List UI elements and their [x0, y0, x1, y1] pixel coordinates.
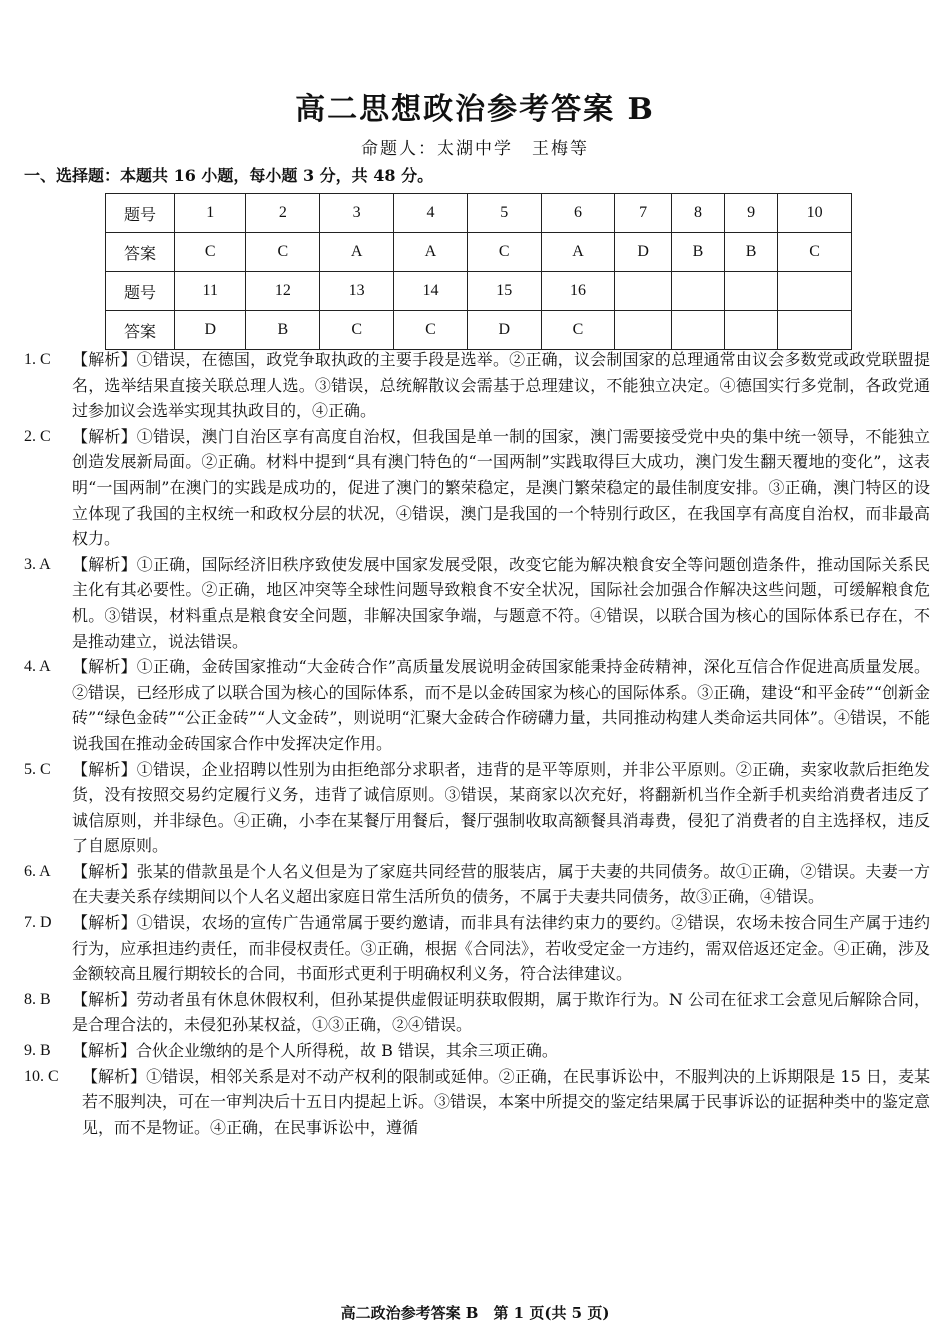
table-cell — [615, 311, 672, 350]
question-number: 2. C — [24, 427, 51, 445]
explanation-item — [24, 552, 930, 654]
row-label: 题号 — [106, 272, 175, 311]
question-number: 7. D — [24, 914, 52, 932]
row-label: 题号 — [106, 194, 175, 233]
table-cell: C — [778, 233, 852, 272]
table-cell: 4 — [394, 194, 468, 233]
explanation-item — [24, 347, 930, 424]
table-cell: A — [541, 233, 615, 272]
explanation-text: 【解析】合伙企业缴纳的是个人所得税，故 B 错误，其余三项正确。 — [72, 1041, 558, 1061]
explanation-text: 【解析】①错误，企业招聘以性别为由拒绝部分求职者，违背的是平等原则，并非公平原则。②正确，卖家收款后拒绝发货，没有按照交易约定履行义务，违背了诚信原则。③错误，某商家以次充好，将翻新机当作全新手机卖给消费者违反了诚信原则，并非绿色。④正确，小李在某餐厅用餐后，餐厅强制收取高额餐具消毒费，侵犯了消费者的自主选择权，违反了自愿原则。 — [72, 759, 930, 856]
table-cell: B — [725, 233, 778, 272]
explanation-text: 【解析】①错误，农场的宣传广告通常属于要约邀请，而非具有法律约束力的要约。②错误，农场未按合同生产属于违约行为，应承担违约责任，而非侵权责任。③正确，根据《合同法》，若收受定金一方违约，需双倍返还定金。④正确，涉及金额较高且履行期较长的合同，书面形式更利于明确权利义务，符合法律建议。 — [72, 913, 930, 984]
table-cell: B — [671, 233, 724, 272]
table-cell: C — [394, 311, 468, 350]
explanation-text: 【解析】张某的借款虽是个人名义但是为了家庭共同经营的服装店，属于夫妻的共同债务。故①正确，②错误。夫妻一方在夫妻关系存续期间以个人名义超出家庭日常生活所负的债务，不属于夫妻共同债务，故③正确，④错误。 — [72, 861, 930, 907]
question-number: 4. A — [24, 658, 51, 676]
question-number: 8. B — [24, 990, 51, 1008]
table-cell: C — [320, 311, 394, 350]
table-cell — [778, 272, 852, 311]
question-number: 3. A — [24, 555, 51, 573]
table-cell: 14 — [394, 272, 468, 311]
table-cell: C — [541, 311, 615, 350]
table-cell: 6 — [541, 194, 615, 233]
table-cell: 11 — [175, 272, 246, 311]
table-cell — [778, 311, 852, 350]
table-cell: 7 — [615, 194, 672, 233]
explanation-item — [24, 859, 930, 910]
explanation-item — [24, 654, 930, 756]
question-number: 6. A — [24, 862, 51, 880]
table-cell: 1 — [175, 194, 246, 233]
author-line: 命题人：太湖中学 王梅等 — [361, 139, 589, 159]
explanation-text: 【解析】①正确，国际经济旧秩序致使发展中国家发展受限，改变它能为解决粮食安全等问题创造条件，推动国际关系民主化有其必要性。②正确，地区冲突等全球性问题导致粮食不安全状况，国际社会加强合作解决这些问题，可缓解粮食危机。③错误，材料重点是粮食安全问题，非解决国家争端，与题意不符。④错误，以联合国为核心的国际体系已存在，不是推动建立，说法错误。 — [72, 554, 930, 651]
row-label: 答案 — [106, 233, 175, 272]
explanation-item — [24, 424, 930, 552]
table-cell — [725, 272, 778, 311]
table-row — [106, 311, 852, 350]
page-title: 高二思想政治参考答案 B — [295, 92, 655, 127]
table-cell: D — [175, 311, 246, 350]
question-number: 5. C — [24, 760, 51, 778]
table-row — [106, 233, 852, 272]
section-heading: 一、选择题：本题共 16 小题，每小题 3 分，共 48 分。 — [24, 166, 434, 185]
table-row — [106, 272, 852, 311]
question-number: 10. C — [24, 1067, 59, 1085]
page-footer: 高二政治参考答案 B 第 1 页(共 5 页) — [340, 1304, 610, 1322]
table-cell: 2 — [246, 194, 320, 233]
table-cell: B — [246, 311, 320, 350]
table-cell: 12 — [246, 272, 320, 311]
table-cell: A — [320, 233, 394, 272]
table-cell: 10 — [778, 194, 852, 233]
table-cell — [671, 311, 724, 350]
table-cell: 9 — [725, 194, 778, 233]
explanation-item — [24, 910, 930, 987]
table-cell: 15 — [467, 272, 541, 311]
table-cell: A — [394, 233, 468, 272]
table-cell: 3 — [320, 194, 394, 233]
answer-table — [105, 193, 852, 350]
table-cell: C — [175, 233, 246, 272]
table-cell: D — [615, 233, 672, 272]
explanation-text: 【解析】①错误，澳门自治区享有高度自治权，但我国是单一制的国家，澳门需要接受党中央的集中统一领导，不能独立创造发展新局面。②正确。材料中提到“具有澳门特色的“一国两制”实践取得巨大成功，澳门发生翻天覆地的变化”，这表明“一国两制”在澳门的实践是成功的，促进了澳门的繁荣稳定，是澳门繁荣稳定的最佳制度安排。③正确，澳门特区的设立体现了我国的主权统一和政权分层的状况，④错误，澳门是我国的一个特别行政区，在我国享有高度自治权，而非最高权力。 — [72, 426, 930, 549]
explanation-text: 【解析】①正确，金砖国家推动“大金砖合作”高质量发展说明金砖国家能秉持金砖精神，深化互信合作促进高质量发展。②错误，已经形成了以联合国为核心的国际体系，而不是以金砖国家为核心的国际体系。③正确，建设“和平金砖”“创新金砖”“绿色金砖”“公正金砖”“人文金砖”，则说明“汇聚大金砖合作磅礴力量，共同推动构建人类命运共同体”。④错误，不能说我国在推动金砖国家合作中发挥决定作用。 — [72, 657, 930, 753]
explanation-text: 【解析】劳动者虽有休息休假权利，但孙某提供虚假证明获取假期，属于欺诈行为。N 公司在征求工会意见后解除合同，是合理合法的，未侵犯孙某权益，①③正确，②④错误。 — [72, 989, 930, 1035]
table-cell: 8 — [671, 194, 724, 233]
explanation-text: 【解析】①错误，在德国，政党争取执政的主要手段是选举。②正确，议会制国家的总理通常由议会多数党或政党联盟提名，选举结果直接关联总理人选。③错误，总统解散议会需基于总理建议，不能独立决定。④德国实行多党制，各政党通过参加议会选举实现其执政目的，④正确。 — [72, 350, 930, 421]
table-cell: 5 — [467, 194, 541, 233]
explanation-item — [24, 757, 930, 859]
question-number: 1. C — [24, 351, 51, 368]
table-cell — [615, 272, 672, 311]
table-cell: 16 — [541, 272, 615, 311]
explanation-item — [24, 1038, 930, 1064]
table-row — [106, 194, 852, 233]
table-cell: D — [467, 311, 541, 350]
table-cell — [671, 272, 724, 311]
table-cell: 13 — [320, 272, 394, 311]
explanation-item — [24, 987, 930, 1038]
row-label: 答案 — [106, 311, 175, 350]
table-cell — [725, 311, 778, 350]
explanation-text: 【解析】①错误，相邻关系是对不动产权利的限制或延伸。②正确，在民事诉讼中，不服判决的上诉期限是 15 日，麦某若不服判决，可在一审判决后十五日内提起上诉。③错误，本案中所提交的鉴定结果属于民事诉讼的证据种类中的鉴定意见，而不是物证。④正确，在民事诉讼中，遵循 — [82, 1066, 931, 1137]
explanations-list — [24, 347, 930, 1140]
table-cell: C — [246, 233, 320, 272]
question-number: 9. B — [24, 1042, 51, 1060]
table-cell: C — [467, 233, 541, 272]
explanation-item — [24, 1064, 930, 1141]
